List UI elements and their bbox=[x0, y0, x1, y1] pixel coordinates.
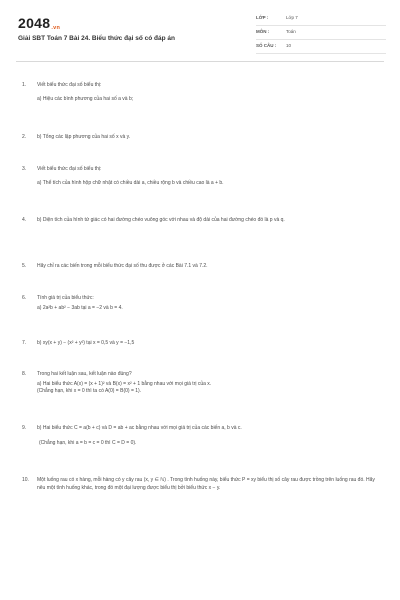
question-text: Một luống rau có x hàng, mỗi hàng có y cây rau (x, y ∈ ℕ) . Trong tình huống này, biểu thức P = xy biểu thị số cây rau được trồng trên luống rau đó. Hãy nêu một tình huống khác, trong đó một đại lượng được biểu thị bởi biểu thức x − y. bbox=[37, 477, 375, 491]
question-text: b) Hai biểu thức C = a(b + c) và D = ab + ac bằng nhau với mọi giá trị của các biến a, b và c. bbox=[37, 425, 242, 431]
question-text: Viết biểu thức đại số biểu thị: bbox=[37, 82, 102, 88]
question-text: a) Hai biểu thức A(x) = (x + 1)² và B(x) = x² + 1 bằng nhau với mọi giá trị của x. bbox=[37, 380, 212, 387]
question-number: 1. bbox=[22, 82, 27, 88]
meta-label-count: SỐ CÂU : bbox=[256, 43, 277, 48]
meta-value-class: Lớp 7 bbox=[286, 15, 298, 20]
logo-text: 2048 bbox=[18, 15, 51, 31]
header-divider bbox=[16, 61, 384, 62]
meta-row-class bbox=[256, 14, 386, 26]
question-text: Viết biểu thức đại số biểu thị: bbox=[37, 166, 102, 172]
question-text: b) Tổng các lập phương của hai số x và y. bbox=[37, 134, 131, 140]
question-text: (Chẳng hạn, khi x = 0 thì ta có A(0) = B(0) = 1). bbox=[37, 388, 142, 395]
site-logo[interactable] bbox=[18, 15, 60, 31]
question-text: a) 2a²b + ab² − 3ab tại a = −2 và b = 4. bbox=[37, 304, 123, 311]
question-number: 6. bbox=[22, 295, 27, 301]
question-text: a) Hiệu các bình phương của hai số a và b; bbox=[37, 95, 134, 102]
logo-suffix: .vn bbox=[51, 25, 61, 31]
question-text: (Chẳng hạn, khi a = b = c = 0 thì C = D = 0). bbox=[39, 439, 137, 446]
question-text: a) Thể tích của hình hộp chữ nhật có chiều dài a, chiều rộng b và chiều cao là a + b. bbox=[37, 179, 224, 186]
meta-row-subject bbox=[256, 28, 386, 40]
question-number: 7. bbox=[22, 340, 27, 346]
meta-row-count bbox=[256, 42, 386, 54]
question-number: 4. bbox=[22, 217, 27, 223]
question-number: 8. bbox=[22, 371, 27, 377]
question-text: b) xy(x + y) − (x² + y²) tại x = 0,5 và y = −1,5 bbox=[37, 340, 135, 346]
question-number: 5. bbox=[22, 263, 27, 269]
question-text: Hãy chỉ ra các biến trong mỗi biểu thức đại số thu được ở các Bài 7.1 và 7.2. bbox=[37, 263, 208, 269]
question-number: 3. bbox=[22, 166, 27, 172]
meta-value-count: 10 bbox=[286, 43, 292, 48]
meta-label-class: LỚP : bbox=[256, 15, 269, 20]
question-text: b) Diện tích của hình tứ giác có hai đường chéo vuông góc với nhau và độ dài của hai đường chéo đó là p và q. bbox=[37, 217, 285, 223]
meta-value-subject: Toán bbox=[286, 29, 296, 34]
document-title: Giải SBT Toán 7 Bài 24. Biểu thức đại số có đáp án bbox=[18, 35, 176, 42]
question-text: Trong hai kết luận sau, kết luận nào đúng? bbox=[37, 371, 132, 377]
question-number: 10. bbox=[22, 477, 29, 483]
question-text: Tính giá trị của biểu thức: bbox=[37, 295, 94, 301]
document-meta bbox=[256, 14, 386, 56]
header bbox=[0, 0, 400, 60]
meta-label-subject: MÔN : bbox=[256, 29, 270, 34]
question-number: 2. bbox=[22, 134, 27, 140]
question-number: 9. bbox=[22, 425, 27, 431]
